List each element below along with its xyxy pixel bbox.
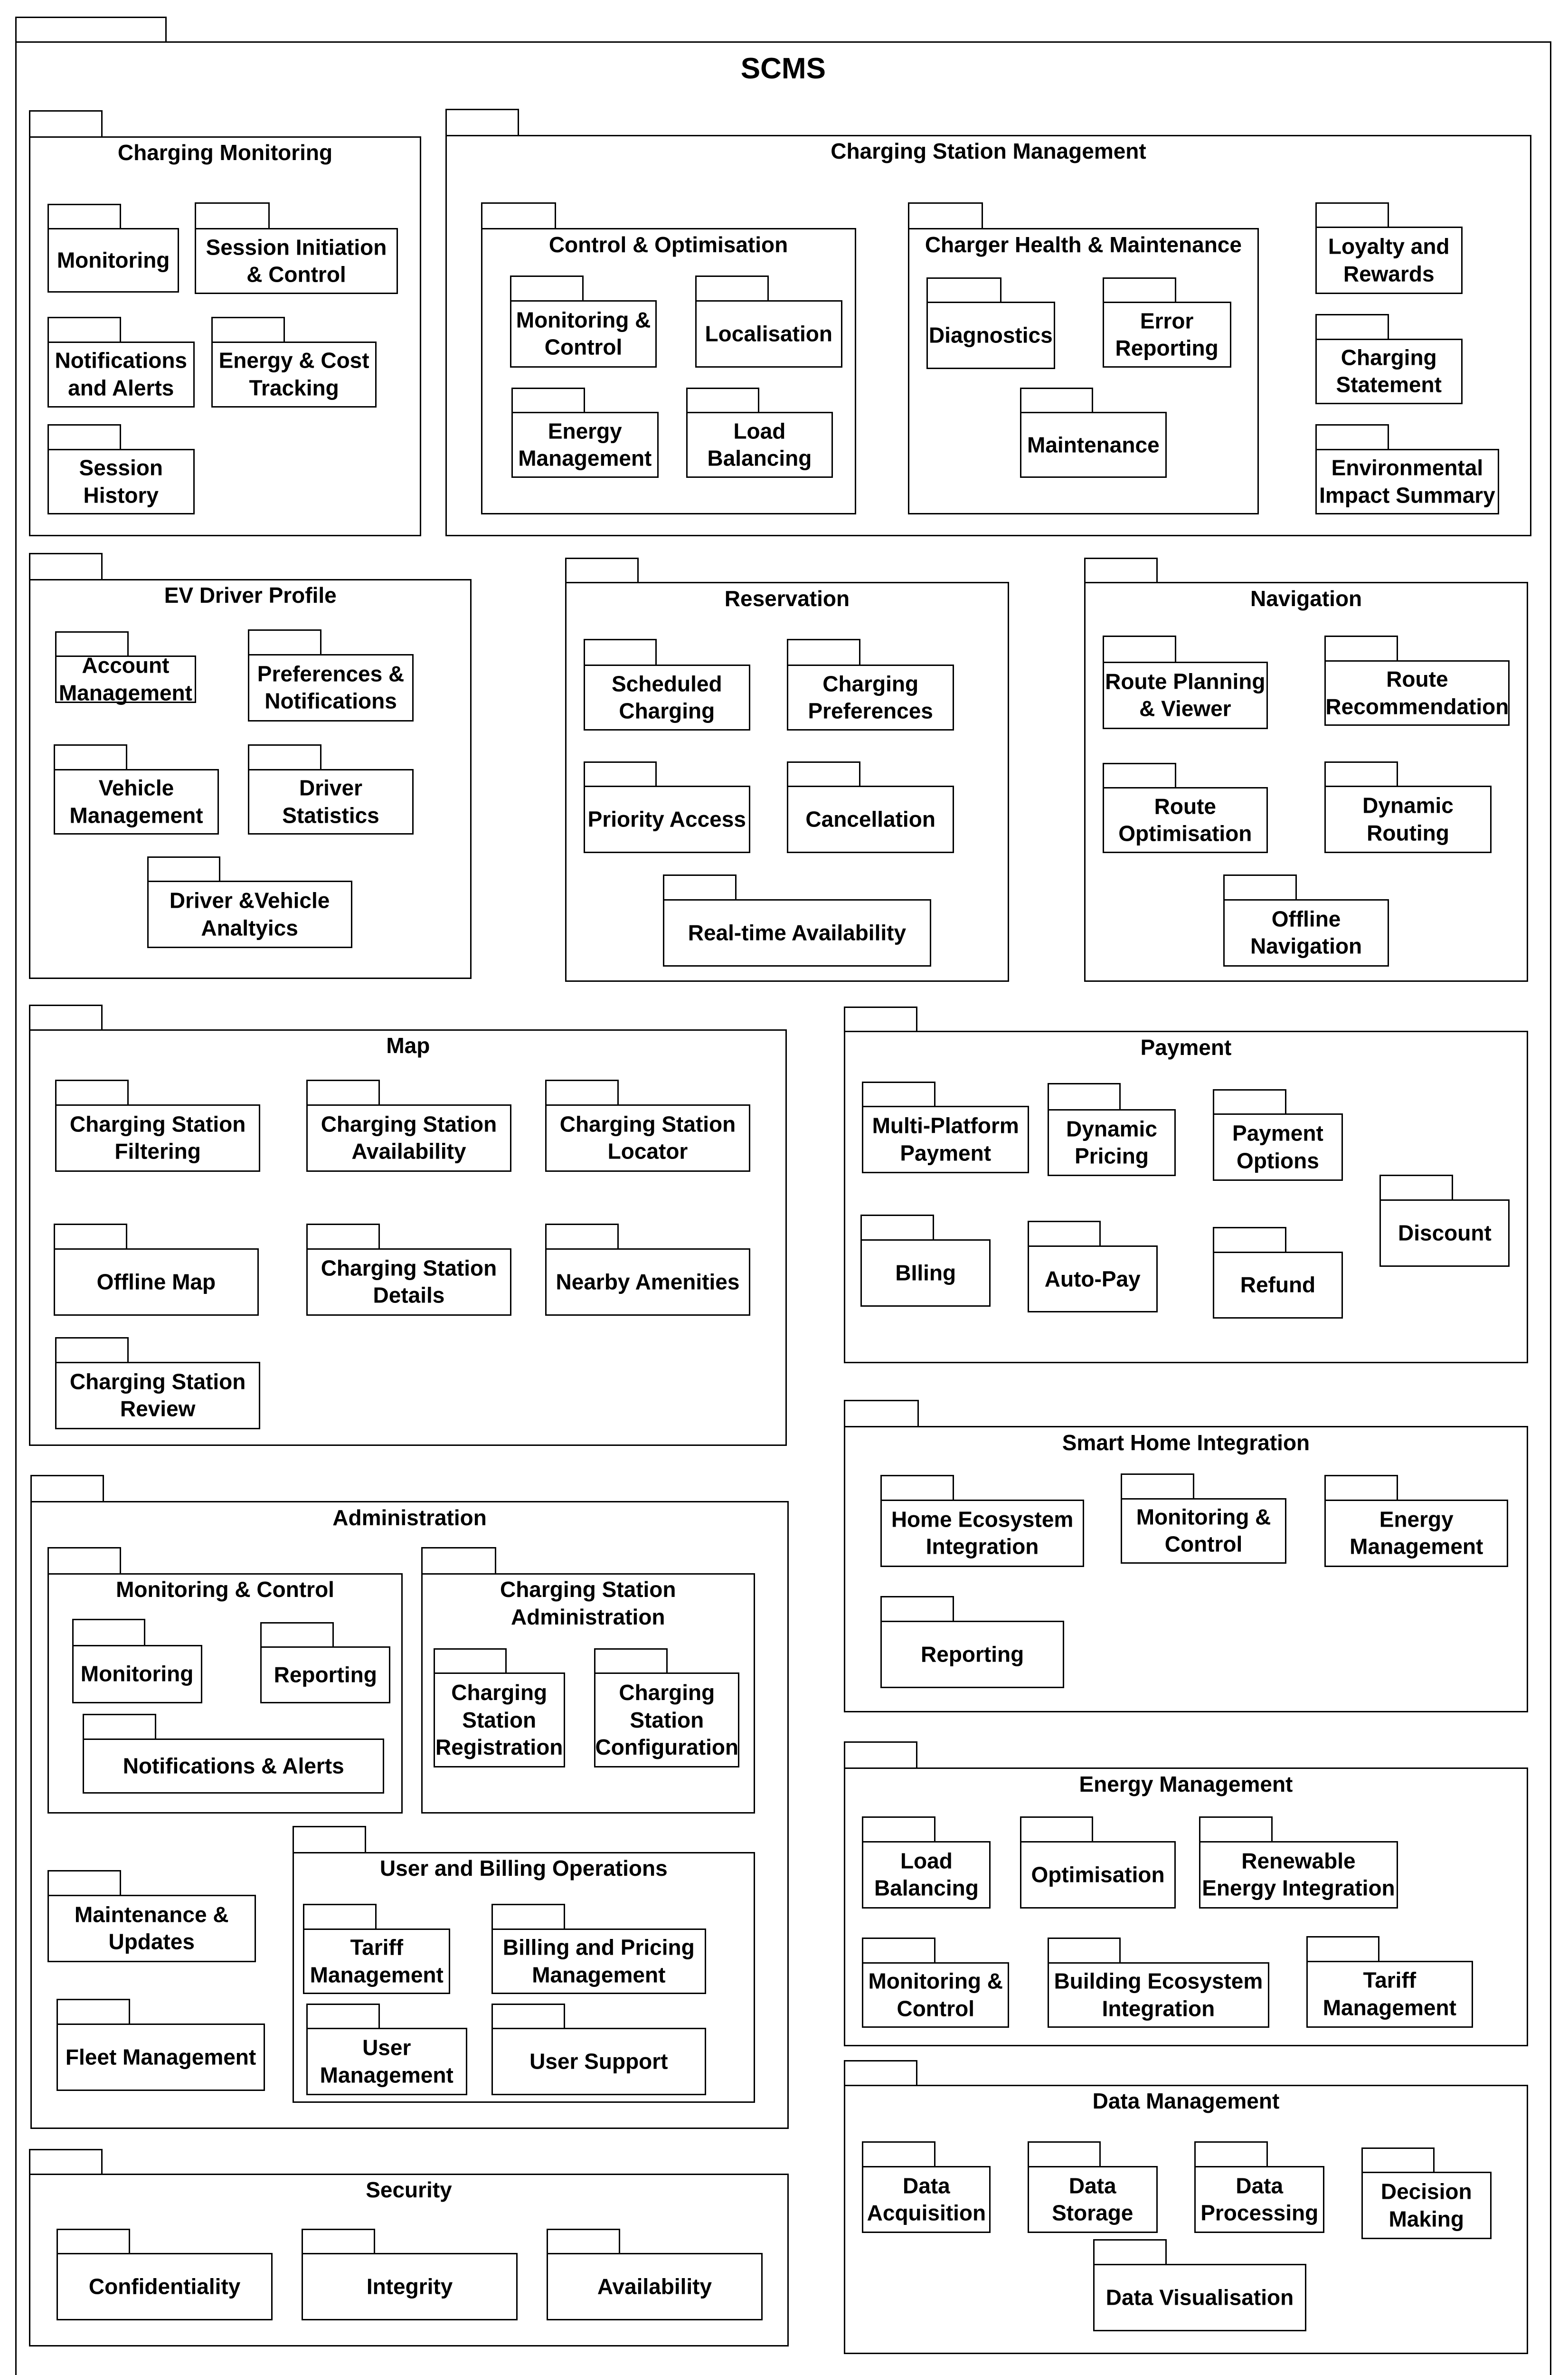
package-label: Diagnostics <box>928 323 1053 348</box>
package-tab <box>306 2004 380 2030</box>
package-vehicle-management <box>54 744 219 835</box>
package-session-initiation-control <box>195 202 398 294</box>
package-tab <box>1306 1936 1380 1962</box>
package-offline-map <box>54 1224 259 1315</box>
package-driver-vehicle-analytics <box>147 856 352 948</box>
package-cs-review <box>55 1337 260 1429</box>
package-tab <box>926 277 1001 304</box>
package-tab <box>72 1619 146 1646</box>
package-data-visualisation <box>1093 2239 1306 2331</box>
package-tab <box>1199 1816 1273 1843</box>
package-integrity <box>302 2229 518 2320</box>
package-label: Building Ecosystem Integration <box>1054 1968 1263 2021</box>
package-tab <box>47 1547 121 1575</box>
package-label: Fleet Management <box>65 2044 256 2069</box>
package-tab <box>1020 1816 1094 1843</box>
package-cancellation <box>787 761 954 853</box>
package-tab <box>880 1475 954 1501</box>
package-tab <box>1315 314 1389 340</box>
package-tab <box>29 2149 103 2175</box>
package-tab <box>47 424 121 450</box>
package-label: Decision Making <box>1380 2179 1472 2232</box>
package-tab <box>55 1337 129 1363</box>
package-label: Home Ecosystem Integration <box>891 1507 1074 1559</box>
package-confidentiality <box>57 2229 273 2320</box>
package-label: Charging Station Review <box>69 1369 246 1421</box>
package-label: Maintenance <box>1027 432 1160 457</box>
package-tariff-management-ub <box>303 1904 450 1994</box>
package-label: Payment <box>1140 1035 1232 1060</box>
package-tab <box>248 629 321 656</box>
package-tab <box>1028 1221 1101 1247</box>
package-driver-statistics <box>248 744 413 835</box>
package-label: User Management <box>320 2035 453 2088</box>
package-label: Charging Station Filtering <box>69 1112 246 1164</box>
package-label: Charging Statement <box>1336 345 1442 397</box>
package-label: Load Balancing <box>707 418 812 471</box>
package-tab <box>686 388 760 414</box>
package-realtime-availability <box>663 874 931 966</box>
package-home-ecosystem-integration <box>880 1475 1084 1567</box>
package-label: User and Billing Operations <box>379 1856 668 1881</box>
package-label: Environmental Impact Summary <box>1319 455 1495 508</box>
package-tab <box>844 1007 917 1033</box>
package-tab <box>211 317 285 343</box>
package-multi-platform-payment <box>862 1082 1029 1173</box>
package-charging-preferences <box>787 639 954 731</box>
package-label: Load Balancing <box>874 1848 979 1900</box>
package-tab <box>594 1648 668 1674</box>
package-tab <box>1121 1473 1194 1500</box>
package-label: Charging Preferences <box>808 671 933 723</box>
package-tab <box>1213 1227 1286 1253</box>
package-label: Renewable Energy Integration <box>1202 1848 1395 1900</box>
package-tab <box>663 874 737 901</box>
package-tab <box>303 1904 377 1930</box>
package-dynamic-routing <box>1324 761 1491 853</box>
package-tab <box>565 558 639 584</box>
package-tab <box>29 110 103 138</box>
package-tab <box>54 1224 127 1250</box>
package-label: Error Reporting <box>1115 308 1219 361</box>
package-charging-statement <box>1315 314 1463 404</box>
package-label: User Support <box>529 2049 668 2074</box>
package-label: Security <box>366 2177 452 2203</box>
package-label: Session Initiation & Control <box>206 235 387 287</box>
package-tab <box>844 2060 917 2086</box>
package-tab <box>47 204 121 230</box>
package-label: Charging Monitoring <box>117 140 333 165</box>
package-label: Account Management <box>58 653 192 705</box>
package-shi-energy-management <box>1324 1475 1508 1567</box>
package-label: Session History <box>79 455 163 508</box>
package-route-optimisation <box>1103 763 1268 853</box>
package-priority-access <box>584 761 750 853</box>
package-tab <box>1103 277 1176 304</box>
package-tab <box>547 2229 620 2255</box>
package-offline-navigation <box>1223 874 1389 966</box>
package-label: Charging Station Administration <box>500 1577 676 1629</box>
package-label: Multi-Platform Payment <box>872 1113 1019 1166</box>
package-monitoring <box>47 204 179 293</box>
package-cs-filtering <box>55 1080 260 1171</box>
package-cs-registration <box>434 1648 565 1768</box>
package-route-recommendation <box>1324 636 1510 726</box>
package-tab <box>844 1400 919 1427</box>
package-label: Driver &Vehicle Analtyics <box>169 888 330 940</box>
package-label: Payment Options <box>1232 1121 1323 1173</box>
package-availability <box>547 2229 763 2320</box>
package-label: Integrity <box>366 2274 453 2299</box>
package-label: Nearby Amenities <box>556 1269 740 1294</box>
package-tab <box>1213 1089 1286 1115</box>
package-label: Dynamic Pricing <box>1066 1116 1157 1168</box>
package-tab <box>862 2141 935 2167</box>
package-label: Navigation <box>1250 586 1362 611</box>
package-tab <box>584 761 657 788</box>
package-tab <box>511 388 585 414</box>
package-notifications-alerts <box>47 317 195 407</box>
package-tab <box>862 1816 935 1843</box>
package-tab <box>1324 636 1398 662</box>
package-label: Charging Station Management <box>831 139 1146 164</box>
package-tab <box>787 761 860 788</box>
package-label: Charging Station Locator <box>559 1112 736 1164</box>
package-label: Tariff Management <box>310 1935 444 1987</box>
package-data-storage <box>1028 2141 1158 2233</box>
package-label: Energy Management <box>1350 1507 1483 1559</box>
package-tab <box>1020 388 1094 414</box>
package-label: Offline Navigation <box>1250 906 1362 959</box>
package-data-processing <box>1194 2141 1324 2233</box>
package-tab <box>1103 636 1176 663</box>
package-label: Optimisation <box>1031 1862 1165 1887</box>
package-label: Monitoring <box>57 247 170 273</box>
package-label: Energy Management <box>518 418 652 471</box>
package-tab <box>880 1596 954 1622</box>
package-tab <box>83 1714 156 1740</box>
package-em-monitoring-control <box>862 1938 1009 2028</box>
package-tab <box>481 202 556 230</box>
package-nearby-amenities <box>545 1224 750 1315</box>
package-label: Charging Station Details <box>321 1255 497 1308</box>
package-label: Cancellation <box>805 807 935 832</box>
package-auto-pay <box>1028 1221 1158 1312</box>
package-label: EV Driver Profile <box>164 583 337 608</box>
package-label: Priority Access <box>587 807 746 832</box>
package-tab <box>147 856 221 883</box>
package-energy-management-co <box>511 388 659 478</box>
package-user-support <box>491 2004 706 2095</box>
package-label: Route Optimisation <box>1118 794 1252 846</box>
package-dynamic-pricing <box>1048 1083 1176 1177</box>
package-tab <box>30 1475 104 1502</box>
package-label: Data Storage <box>1052 2173 1133 2225</box>
package-label: Monitoring <box>80 1661 194 1686</box>
package-tab <box>248 744 321 770</box>
package-label: Administration <box>332 1505 487 1530</box>
package-tab <box>695 276 769 302</box>
package-label: Monitoring & Control <box>116 1577 334 1602</box>
package-loyalty-rewards <box>1315 202 1463 294</box>
package-tab <box>195 202 270 230</box>
package-label: Preferences & Notifications <box>257 661 405 713</box>
package-label: Real-time Availability <box>688 920 907 945</box>
package-label: Notifications & Alerts <box>123 1753 344 1778</box>
package-refund <box>1213 1227 1343 1319</box>
package-label: Maintenance & Updates <box>74 1902 229 1954</box>
package-data-acquisition <box>862 2141 991 2233</box>
package-label: Data Management <box>1092 2089 1280 2114</box>
package-tab <box>1048 1938 1121 1964</box>
package-label: Billing and Pricing Management <box>502 1935 695 1987</box>
package-account-management <box>55 631 196 703</box>
package-label: Driver Statistics <box>282 775 379 828</box>
package-tab <box>787 639 860 666</box>
package-tab <box>1103 763 1176 789</box>
package-label: Smart Home Integration <box>1062 1430 1310 1455</box>
package-tab <box>1028 2141 1101 2167</box>
package-tab <box>445 109 519 136</box>
package-label: Reporting <box>921 1641 1024 1666</box>
package-tab <box>1324 1475 1398 1501</box>
package-label: Energy Management <box>1079 1771 1293 1796</box>
package-preferences-notifications <box>248 629 413 721</box>
package-label: Charging Station Registration <box>435 1680 563 1759</box>
package-tab <box>1379 1175 1453 1201</box>
package-label: Discount <box>1398 1220 1492 1245</box>
package-label: Reservation <box>724 586 850 611</box>
package-tab <box>908 202 983 230</box>
package-label: Data Processing <box>1200 2173 1319 2225</box>
package-label: Energy & Cost Tracking <box>218 348 369 400</box>
package-label: Monitoring & Control <box>1136 1504 1271 1557</box>
package-discount <box>1379 1175 1510 1266</box>
package-label: Route Planning & Viewer <box>1105 669 1266 721</box>
package-fleet-management <box>57 1999 265 2090</box>
package-tab <box>491 2004 565 2030</box>
package-label: Refund <box>1240 1272 1316 1297</box>
package-tab <box>306 1080 380 1106</box>
package-tab <box>545 1080 619 1106</box>
package-load-balancing-co <box>686 388 833 478</box>
package-shi-reporting <box>880 1596 1064 1688</box>
package-em-load-balancing <box>862 1816 991 1908</box>
package-error-reporting <box>1103 277 1231 368</box>
package-tab <box>844 1741 917 1769</box>
package-tab <box>260 1622 334 1648</box>
package-label: Control & Optimisation <box>548 232 788 257</box>
package-tab <box>1223 874 1297 901</box>
package-label: Scheduled Charging <box>611 671 722 723</box>
package-label: Offline Map <box>96 1269 216 1294</box>
package-label: Availability <box>597 2274 712 2299</box>
package-billing-pricing-management <box>491 1904 706 1994</box>
package-cs-configuration <box>594 1648 739 1768</box>
package-label: Charging Station Availability <box>321 1112 497 1164</box>
package-tab <box>306 1224 380 1250</box>
package-localisation <box>695 276 842 367</box>
package-tab <box>15 17 167 43</box>
package-tab <box>1093 2239 1167 2265</box>
package-label: Notifications and Alerts <box>55 348 188 400</box>
package-label: Charger Health & Maintenance <box>925 232 1242 257</box>
package-renewable-energy-integration <box>1199 1816 1398 1908</box>
package-tab <box>1084 558 1158 584</box>
package-label: Auto-Pay <box>1044 1266 1141 1291</box>
package-maintenance <box>1020 388 1167 478</box>
package-tab <box>57 2229 130 2255</box>
package-label: Route Recommendation <box>1325 666 1509 719</box>
package-tab <box>862 1082 935 1108</box>
package-tab <box>545 1224 619 1250</box>
package-label: SCMS <box>740 52 826 86</box>
package-monitoring-control-co <box>510 276 657 367</box>
package-label: Monitoring & Control <box>868 1968 1003 2021</box>
package-adm-monitoring <box>72 1619 202 1703</box>
package-tab <box>1315 424 1389 450</box>
package-tab <box>421 1547 496 1575</box>
package-tab <box>1048 1083 1121 1111</box>
package-label: Map <box>386 1033 430 1058</box>
package-tab <box>29 553 103 580</box>
package-route-planning-viewer <box>1103 636 1268 729</box>
package-scheduled-charging <box>584 639 750 731</box>
package-building-ecosystem-integration <box>1048 1938 1270 2028</box>
package-tab <box>862 1938 935 1964</box>
package-tab <box>1361 2147 1435 2174</box>
package-adm-notifications-alerts <box>83 1714 384 1794</box>
package-tab <box>434 1648 507 1674</box>
package-label: Data Visualisation <box>1105 2285 1294 2310</box>
package-cs-locator <box>545 1080 750 1171</box>
package-tab <box>510 276 584 302</box>
package-tab <box>1315 202 1389 228</box>
package-tab <box>584 639 657 666</box>
package-decision-making <box>1361 2147 1492 2239</box>
package-environmental-impact-summary <box>1315 424 1499 514</box>
package-label: Confidentiality <box>88 2274 241 2299</box>
package-tab <box>1194 2141 1268 2167</box>
package-label: Charging Station Configuration <box>595 1680 739 1759</box>
package-user-management <box>306 2004 467 2095</box>
package-billing <box>860 1215 991 1306</box>
package-label: Dynamic Routing <box>1362 793 1454 846</box>
package-tab <box>491 1904 565 1930</box>
package-tab <box>860 1215 934 1241</box>
package-tab <box>55 1080 129 1106</box>
package-tab <box>54 744 127 770</box>
package-tab <box>47 317 121 343</box>
package-tab <box>302 2229 375 2255</box>
package-maintenance-updates <box>47 1870 256 1962</box>
package-cs-details <box>306 1224 511 1315</box>
package-label: Monitoring & Control <box>516 307 651 360</box>
package-tab <box>29 1005 103 1031</box>
package-diagnostics <box>926 277 1055 369</box>
package-label: Vehicle Management <box>69 775 203 828</box>
package-tab <box>47 1870 121 1896</box>
package-label: BIling <box>895 1260 956 1285</box>
package-shi-monitoring-control <box>1121 1473 1286 1564</box>
package-cs-availability <box>306 1080 511 1171</box>
package-label: Reporting <box>274 1662 377 1687</box>
package-adm-reporting <box>260 1622 390 1703</box>
package-tab <box>1324 761 1398 788</box>
package-session-history <box>47 424 195 514</box>
package-tab <box>293 1826 366 1853</box>
package-label: Loyalty and Rewards <box>1328 234 1450 286</box>
package-em-optimisation <box>1020 1816 1176 1908</box>
package-label: Localisation <box>705 321 832 346</box>
package-energy-cost-tracking <box>211 317 377 407</box>
package-label: Data Acquisition <box>867 2173 986 2225</box>
package-label: Tariff Management <box>1322 1967 1456 2020</box>
package-payment-options <box>1213 1089 1343 1181</box>
package-tab <box>57 1999 130 2025</box>
package-em-tariff-management <box>1306 1936 1473 2028</box>
